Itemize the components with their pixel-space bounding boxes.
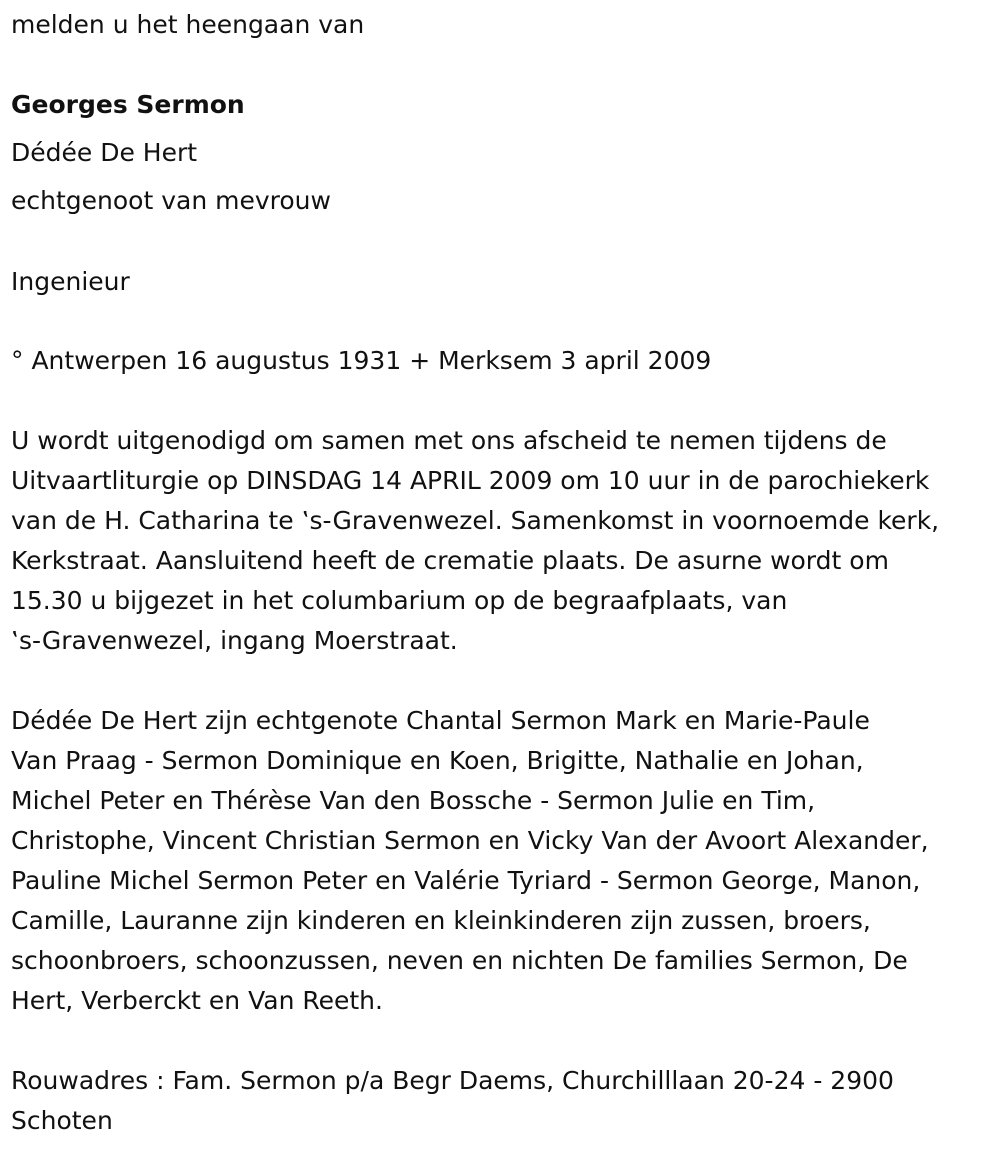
deceased-name: Georges Sermon: [11, 90, 245, 119]
family-line: Pauline Michel Sermon Peter en Valérie Tyriard - Sermon George, Manon,: [11, 866, 921, 895]
family-line: schoonbroers, schoonzussen, neven en nichten De families Sermon, De: [11, 946, 908, 975]
family-line: Hert, Verberckt en Van Reeth.: [11, 986, 383, 1015]
family-line: Christophe, Vincent Christian Sermon en Vicky Van der Avoort Alexander,: [11, 826, 929, 855]
invitation-line: 15.30 u bijgezet in het columbarium op de begraafplaats, van: [11, 586, 788, 615]
invitation-line: U wordt uitgenodigd om samen met ons afscheid te nemen tijdens de: [11, 426, 887, 455]
invitation-paragraph: [11, 421, 991, 661]
address-line: Rouwadres : Fam. Sermon p/a Begr Daems, Churchilllaan 20-24 - 2900: [11, 1066, 894, 1095]
mourning-address: [11, 1061, 991, 1141]
family-line: Camille, Lauranne zijn kinderen en kleinkinderen zijn zussen, broers,: [11, 906, 871, 935]
address-line: Schoten: [11, 1106, 113, 1135]
invitation-line: van de H. Catharina te ‛s-Gravenwezel. Samenkomst in voornoemde kerk,: [11, 506, 940, 535]
spouse-name: Dédée De Hert: [11, 138, 198, 167]
family-line: Van Praag - Sermon Dominique en Koen, Brigitte, Nathalie en Johan,: [11, 746, 864, 775]
birth-death-dates: ° Antwerpen 16 augustus 1931 + Merksem 3 april 2009: [11, 346, 712, 375]
profession-text: Ingenieur: [11, 267, 130, 296]
invitation-line: Uitvaartliturgie op DINSDAG 14 APRIL 2009 om 10 uur in de parochiekerk: [11, 466, 930, 495]
intro-text: melden u het heengaan van: [11, 10, 365, 39]
family-line: Michel Peter en Thérèse Van den Bossche - Sermon Julie en Tim,: [11, 786, 816, 815]
invitation-line: Kerkstraat. Aansluitend heeft de crematie plaats. De asurne wordt om: [11, 546, 889, 575]
family-line: Dédée De Hert zijn echtgenote Chantal Sermon Mark en Marie-Paule: [11, 706, 870, 735]
family-paragraph: [11, 701, 991, 1021]
relation-text: echtgenoot van mevrouw: [11, 186, 331, 215]
invitation-line: ‛s-Gravenwezel, ingang Moerstraat.: [11, 626, 458, 655]
